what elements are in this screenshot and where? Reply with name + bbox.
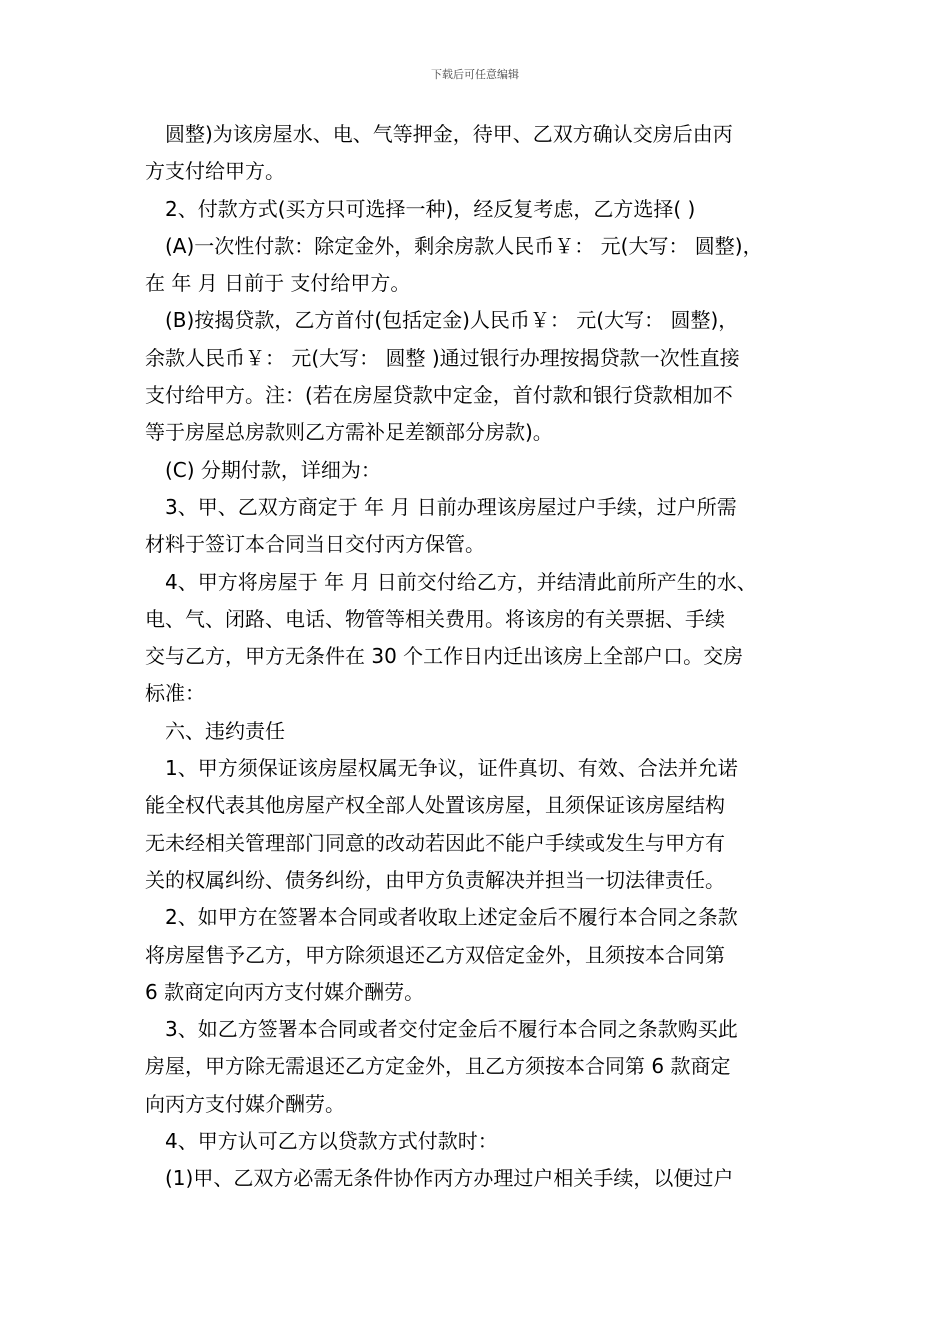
text-line: (B)按揭贷款，乙方首付(包括定金)人民币￥： 元(大写： 圆整)，: [165, 308, 739, 333]
text-line: 房屋，甲方除无需退还乙方定金外，且乙方须按本合同第 6 款商定: [145, 1054, 731, 1079]
text-line: 材料于签订本合同当日交付丙方保管。: [145, 532, 485, 557]
text-line: 交与乙方，甲方无条件在 30 个工作日内迁出该房上全部户口。交房: [145, 644, 744, 669]
text-line: 方支付给甲方。: [145, 159, 285, 184]
page-header: 下载后可任意编辑: [431, 68, 519, 81]
text-line: 4、甲方将房屋于 年 月 日前交付给乙方，并结清此前所产生的水、: [165, 569, 757, 594]
text-line: 向丙方支付媒介酬劳。: [145, 1091, 345, 1116]
document-body: [145, 116, 815, 1198]
text-line: 六、违约责任: [165, 718, 285, 743]
text-line: 1、甲方须保证该房屋权属无争议，证件真切、有效、合法并允诺: [165, 756, 738, 781]
text-line: 支付给甲方。注：(若在房屋贷款中定金，首付款和银行贷款相加不: [145, 383, 733, 408]
text-line: 无未经相关管理部门同意的改动若因此不能户手续或发生与甲方有: [145, 830, 725, 855]
text-line: 将房屋售予乙方，甲方除须退还乙方双倍定金外，且须按本合同第: [145, 942, 725, 967]
text-line: (C) 分期付款，详细为：: [165, 457, 381, 482]
text-line: (1)甲、乙双方必需无条件协作丙方办理过户相关手续，以便过户: [165, 1166, 734, 1191]
text-line: (A)一次性付款：除定金外，剩余房款人民币￥： 元(大写： 圆整)，: [165, 233, 763, 258]
text-line: 3、如乙方签署本合同或者交付定金后不履行本合同之条款购买此: [165, 1017, 738, 1042]
text-line: 2、如甲方在签署本合同或者收取上述定金后不履行本合同之条款: [165, 905, 738, 930]
text-line: 3、甲、乙双方商定于 年 月 日前办理该房屋过户手续，过户所需: [165, 494, 737, 519]
text-line: 在 年 月 日前于 支付给甲方。: [145, 271, 411, 296]
text-line: 余款人民币￥： 元(大写： 圆整 )通过银行办理按揭贷款一次性直接: [145, 345, 740, 370]
text-line: 6 款商定向丙方支付媒介酬劳。: [145, 979, 425, 1004]
text-line: 电、气、闭路、电话、物管等相关费用。将该房的有关票据、手续: [145, 606, 725, 631]
text-line: 圆整)为该房屋水、电、气等押金，待甲、乙双方确认交房后由丙: [165, 122, 733, 146]
text-line: 等于房屋总房款则乙方需补足差额部分房款)。: [145, 420, 553, 445]
text-line: 4、甲方认可乙方以贷款方式付款时：: [165, 1129, 498, 1154]
text-line: 关的权属纠纷、债务纠纷，由甲方负责解决并担当一切法律责任。: [145, 867, 725, 892]
text-line: 能全权代表其他房屋产权全部人处置该房屋，且须保证该房屋结构: [145, 793, 725, 818]
text-line: 标准：: [145, 681, 205, 706]
text-line: 2、付款方式(买方只可选择一种)，经反复考虑，乙方选择( ): [165, 196, 696, 221]
